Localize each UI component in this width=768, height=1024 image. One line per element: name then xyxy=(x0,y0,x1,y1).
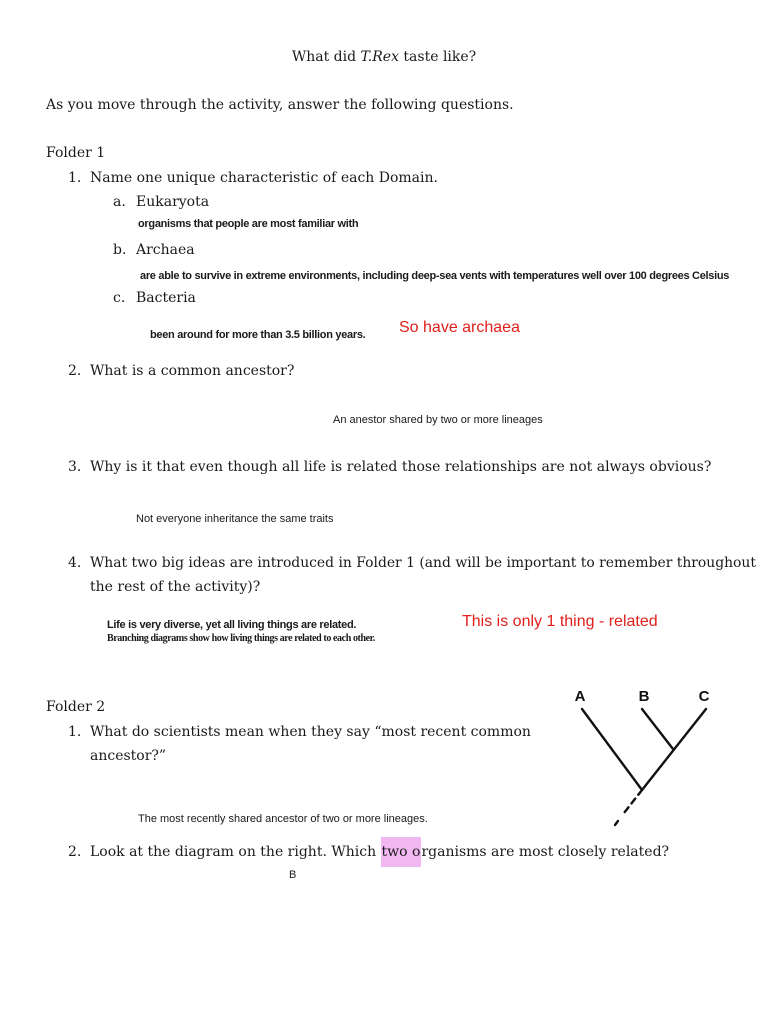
q4-text-line1: What two big ideas are introduced in Folder 1 (and will be important to remember throughout xyxy=(90,555,756,571)
q1b-answer: are able to survive in extreme environments, including deep-sea vents with temperatures well over 100 degrees Celsius xyxy=(140,270,730,282)
q2-number: 2. xyxy=(68,363,82,379)
tree-root xyxy=(624,790,642,813)
f2-q2-number: 2. xyxy=(68,844,82,860)
q4-number: 4. xyxy=(68,555,82,571)
q2-answer: An anestor shared by two or more lineages xyxy=(333,414,543,426)
q3-number: 3. xyxy=(68,459,82,475)
q1c-answer: been around for more than 3.5 billion years. xyxy=(150,329,366,341)
tree-label-b: B xyxy=(638,688,650,705)
q4-answer-line1: Life is very diverse, yet all living things are related. xyxy=(107,619,357,631)
q1c-label: Bacteria xyxy=(136,290,196,306)
q4-answer-line2: Branching diagrams show how living things are related to each other. xyxy=(107,633,375,644)
f2-q1-answer: The most recently shared ancestor of two or more lineages. xyxy=(138,813,428,825)
f2-q1-number: 1. xyxy=(68,724,82,740)
page-title: What did T.Rex taste like? xyxy=(291,49,477,65)
q1-number: 1. xyxy=(68,170,82,186)
tree-root-tail xyxy=(615,821,618,825)
tree-label-c: C xyxy=(698,688,710,705)
q4-teacher-note: This is only 1 thing - related xyxy=(462,613,658,630)
q1a-answer: organisms that people are most familiar with xyxy=(138,218,359,230)
q3-answer: Not everyone inheritance the same traits xyxy=(136,513,334,525)
q3-text: Why is it that even though all life is related those relationships are not always obvious? xyxy=(90,459,712,475)
q1a-letter: a. xyxy=(113,194,126,210)
f2-q1-text-line2: ancestor?” xyxy=(90,748,167,764)
tree-branch-b xyxy=(642,709,673,749)
title-italic: T.Rex xyxy=(360,49,399,65)
q1-text: Name one unique characteristic of each Domain. xyxy=(90,170,438,186)
tree-branch-a xyxy=(582,709,642,790)
q1-teacher-note: So have archaea xyxy=(399,319,520,336)
q2-text: What is a common ancestor? xyxy=(90,363,295,379)
text-highlight: two o xyxy=(381,837,422,867)
q1c-letter: c. xyxy=(113,290,126,306)
tree-label-a: A xyxy=(574,688,586,705)
f2-q2-text: Look at the diagram on the right. Which two organisms are most closely related? xyxy=(90,844,669,860)
intro-text: As you move through the activity, answer the following questions. xyxy=(46,97,514,113)
folder1-heading: Folder 1 xyxy=(46,145,106,161)
f2-q1-text-line1: What do scientists mean when they say “most recent common xyxy=(90,724,531,740)
q4-text-line2: the rest of the activity)? xyxy=(90,579,261,595)
q1b-letter: b. xyxy=(113,242,127,258)
q1a-label: Eukaryota xyxy=(136,194,210,210)
f2-q2-answer: B xyxy=(289,869,297,881)
phylogenetic-tree-diagram xyxy=(560,685,740,835)
q1b-label: Archaea xyxy=(136,242,195,258)
folder2-heading: Folder 2 xyxy=(46,699,106,715)
